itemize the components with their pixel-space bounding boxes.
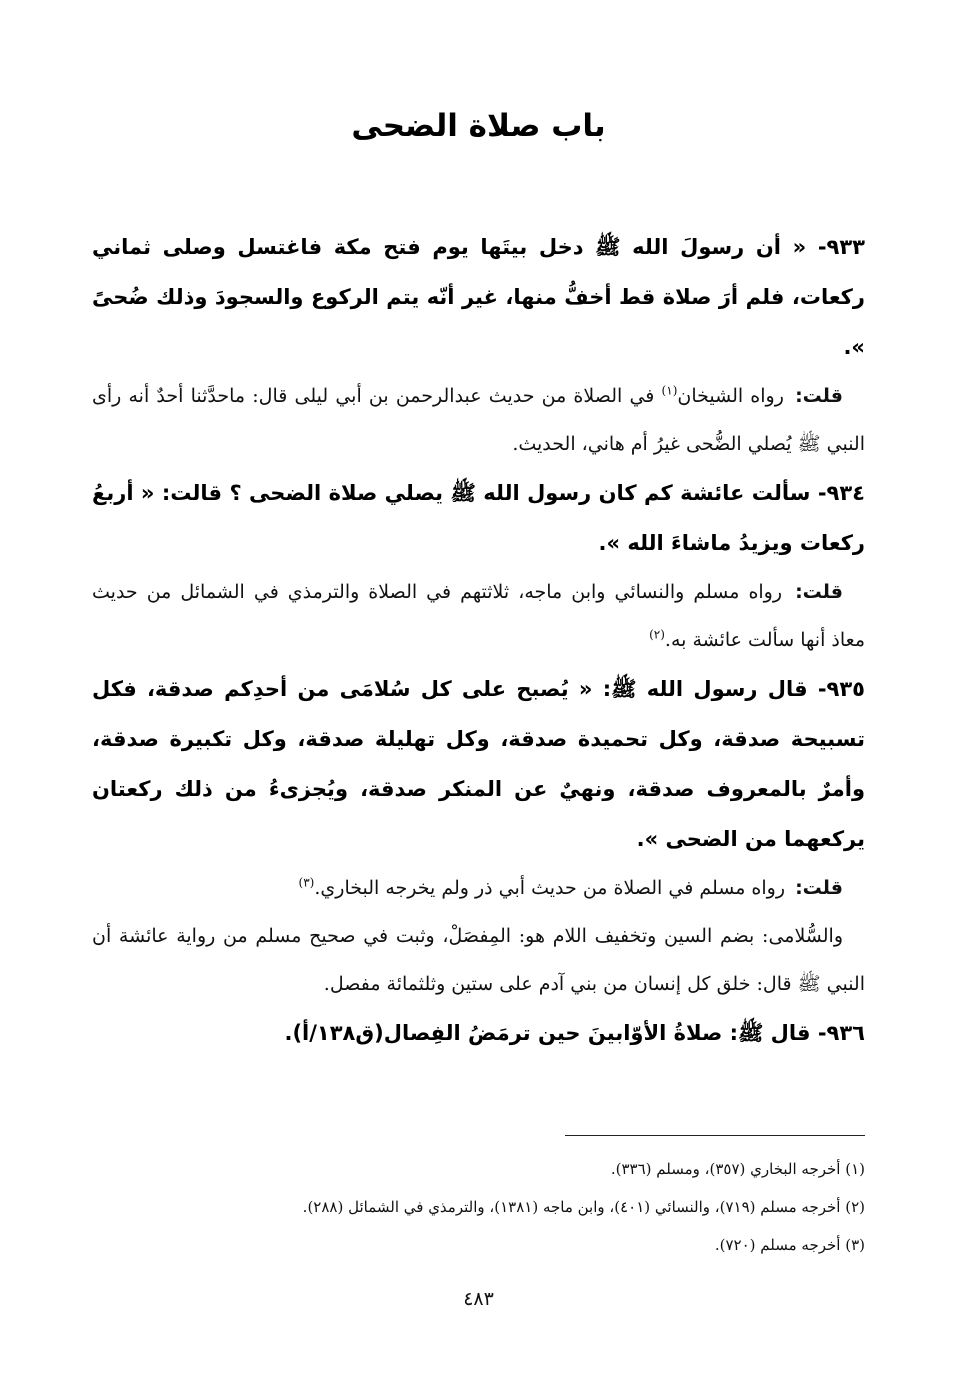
footnote-ref: (٣) bbox=[298, 875, 315, 890]
note-933 bbox=[92, 372, 865, 468]
footnotes bbox=[92, 1150, 865, 1264]
note-text-after: في الصلاة من حديث عبدالرحمن بن أبي ليلى قال: ماحدَّثنا أحدٌ أنه رأى النبي ﷺ يُصلي الضُّحى غيرُ أم هاني، الحديث. bbox=[92, 385, 865, 455]
footnote-3: (٣) أخرجه مسلم (٧٢٠). bbox=[714, 1236, 865, 1254]
footnote-ref: (١) bbox=[661, 383, 678, 398]
hadith-933: ٩٣٣- « أن رسولَ الله ﷺ دخل بيتَها يوم فتح مكة فاغتسل وصلى ثماني ركعات، فلم أرَ صلاة قط أخفُّ منها، غير أنّه يتم الركوع والسجودَ وذلك ضُحىً ». bbox=[92, 235, 865, 359]
note-label: قلت: bbox=[795, 877, 843, 899]
footnote-separator bbox=[565, 1135, 865, 1136]
note-label: قلت: bbox=[795, 581, 843, 603]
hadith-935: ٩٣٥- قال رسول الله ﷺ: « يُصبح على كل سُلامَى من أحدِكم صدقة، فكل تسبيحة صدقة، وكل تحميدة صدقة، وكل تهليلة صدقة، وكل تكبيرة صدقة، وأمرٌ بالمعروف صدقة، ونهيٌ عن المنكر صدقة، ويُجزىءُ من ذلك ركعتان يركعهما من الضحى ». bbox=[92, 677, 865, 851]
note-934 bbox=[92, 568, 865, 664]
chapter-title: باب صلاة الضحى bbox=[351, 108, 606, 144]
page-body bbox=[92, 222, 865, 1058]
footnote-ref: (٢) bbox=[649, 627, 665, 642]
page-number: ٤٨٣ bbox=[463, 1288, 494, 1310]
definition-sulama: والسُّلامى: بضم السين وتخفيف اللام هو: المِفصَلْ، وثبت في صحيح مسلم من رواية عائشة أن النبي ﷺ قال: خلق كل إنسان من بني آدم على ستين وثلثمائة مفصل. bbox=[92, 925, 865, 995]
hadith-936: ٩٣٦- قال ﷺ: صلاةُ الأوّابينَ حين ترمَضُ الفِصال(ق١٣٨/أ). bbox=[284, 1021, 865, 1045]
note-935 bbox=[92, 864, 865, 912]
note-text-before: رواه الشيخان bbox=[677, 385, 784, 407]
note-text: رواه مسلم والنسائي وابن ماجه، ثلاثتهم في الصلاة والترمذي في الشمائل من حديث معاذ أنها سألت عائشة به. bbox=[92, 581, 865, 651]
hadith-934: ٩٣٤- سألت عائشة كم كان رسول الله ﷺ يصلي صلاة الضحى ؟ قالت: « أربعُ ركعات ويزيدُ ماشاءَ الله ». bbox=[92, 481, 865, 555]
footnote-1: (١) أخرجه البخاري (٣٥٧)، ومسلم (٣٣٦). bbox=[610, 1160, 865, 1178]
note-label: قلت: bbox=[795, 385, 843, 407]
footnote-2: (٢) أخرجه مسلم (٧١٩)، والنسائي (٤٠١)، وابن ماجه (١٣٨١)، والترمذي في الشمائل (٢٨٨). bbox=[302, 1198, 865, 1216]
note-text: رواه مسلم في الصلاة من حديث أبي ذر ولم يخرجه البخاري. bbox=[314, 877, 786, 899]
